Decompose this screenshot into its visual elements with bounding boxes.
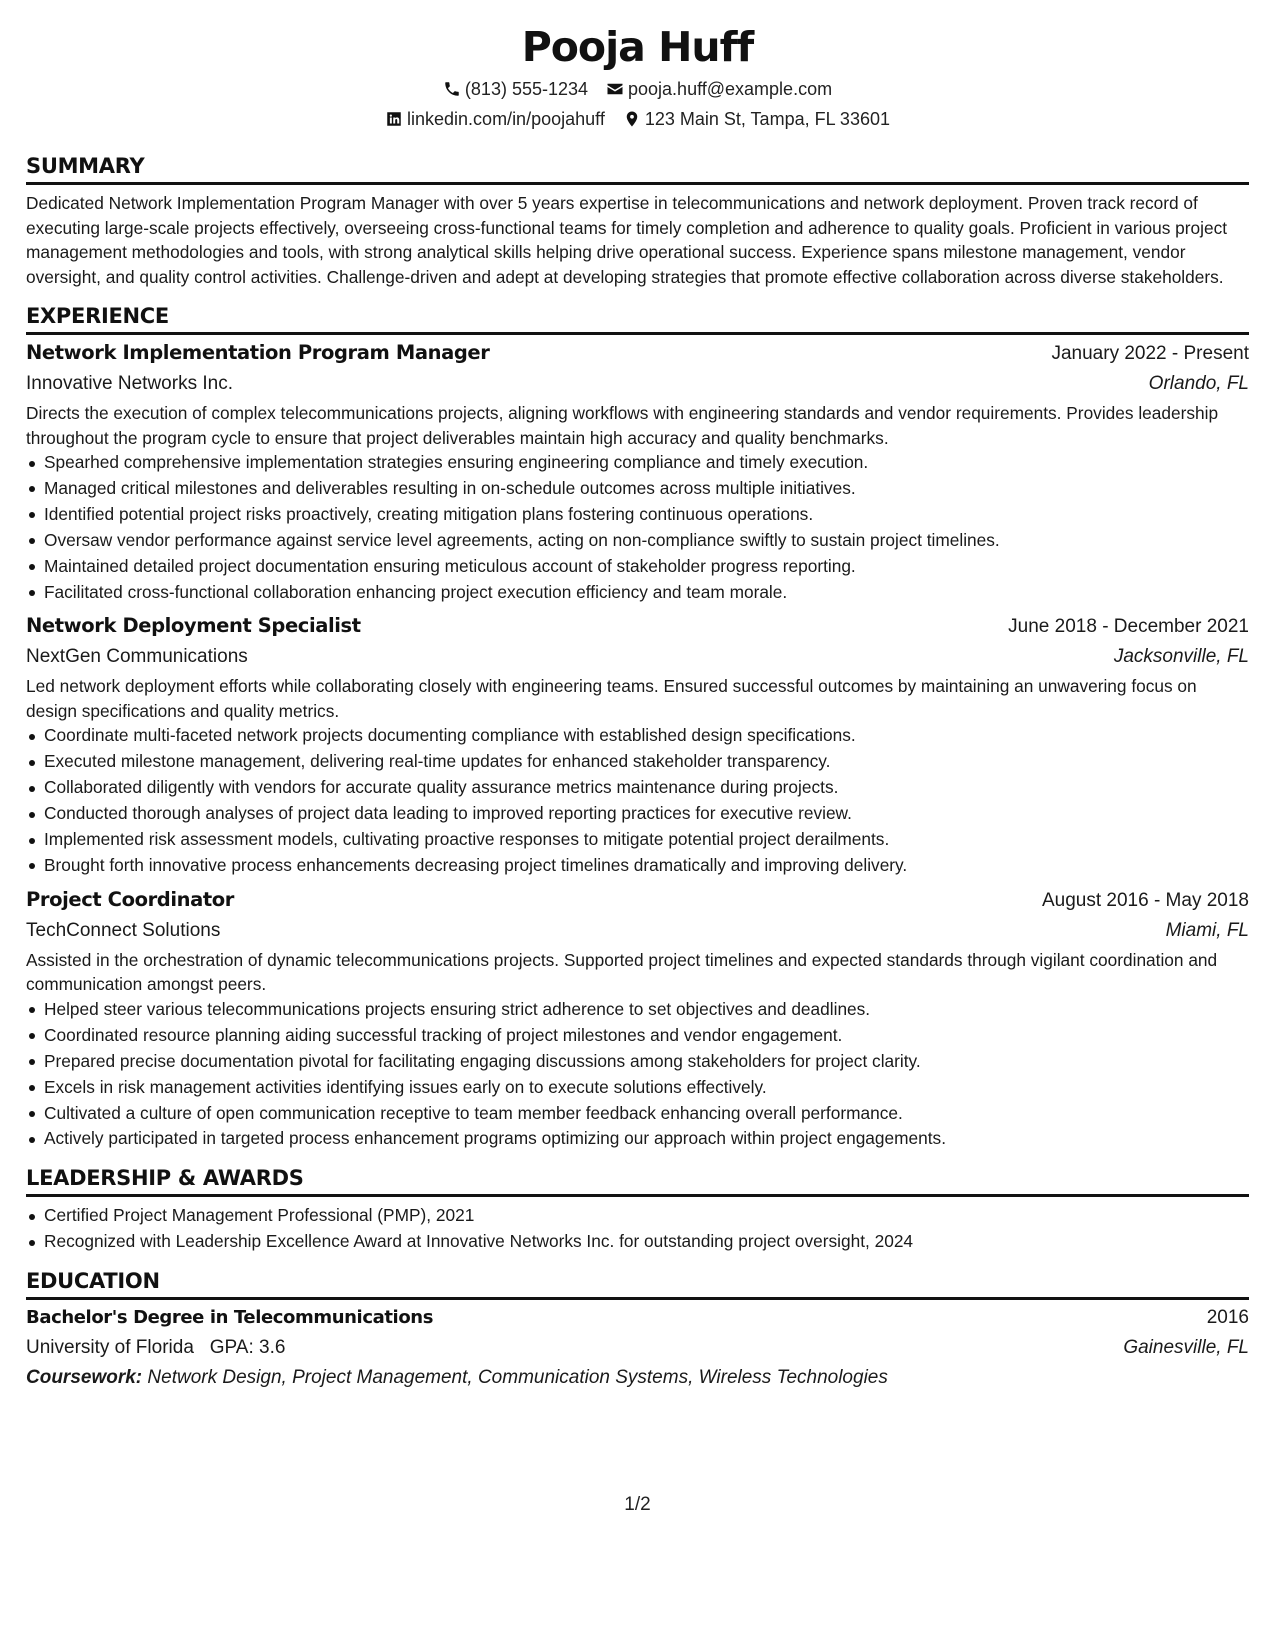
school-info xyxy=(26,1333,285,1363)
summary-text: Dedicated Network Implementation Program Manager with over 5 years expertise in telecommunications and network deployment. Proven track record of executing large-scale projects effectively, overseeing cross-functional teams for timely completion and adherence to quality goals. Proficient in various project management methodologies and tools, with strong analytical skills helping drive operational success. Experience spans milestone management, vendor oversight, and quality control activities. Challenge-driven and adept at developing strategies that promote effective collaboration across diverse stakeholders. xyxy=(26,193,1228,287)
job-dates: August 2016 - May 2018 xyxy=(1041,889,1249,911)
list-item: Certified Project Management Professional (PMP), 2021 xyxy=(44,1203,1249,1229)
graduation-year: 2016 xyxy=(1206,1307,1249,1329)
list-item: Maintained detailed project documentation ensuring meticulous account of stakeholder progress reporting. xyxy=(44,554,1249,580)
gpa: GPA: 3.6 xyxy=(209,1337,286,1359)
leadership-section xyxy=(26,1165,1249,1255)
job-location: Miami, FL xyxy=(1165,919,1249,941)
job-title: Project Coordinator xyxy=(26,887,235,911)
job-bullets xyxy=(26,997,1249,1152)
job-header xyxy=(26,885,1249,916)
list-item: Recognized with Leadership Excellence Award at Innovative Networks Inc. for outstanding project oversight, 2024 xyxy=(44,1229,1249,1255)
job-title: Network Deployment Specialist xyxy=(26,614,361,638)
summary-heading: SUMMARY xyxy=(26,153,1249,185)
school-location: Gainesville, FL xyxy=(1123,1337,1249,1359)
education-section xyxy=(26,1268,1249,1393)
job-bullets xyxy=(26,450,1249,605)
list-item: Managed critical milestones and deliverables resulting in on-schedule outcomes across multiple initiatives. xyxy=(44,476,1249,502)
phone-text: (813) 555-1234 xyxy=(464,79,589,99)
job-description: Assisted in the orchestration of dynamic telecommunications projects. Supported project timelines and expected standards through vigilant coordination and communication amongst peers. xyxy=(26,949,1218,995)
contact-email[interactable] xyxy=(606,78,832,100)
list-item: Coordinate multi-faceted network projects documenting compliance with established design specifications. xyxy=(44,723,1249,749)
contact-address xyxy=(623,108,890,130)
contact-row-2 xyxy=(26,108,1249,130)
contact-row-1 xyxy=(26,78,1249,100)
list-item: Identified potential project risks proactively, creating mitigation plans fostering continuous operations. xyxy=(44,502,1249,528)
school-name: University of Florida xyxy=(26,1337,194,1359)
experience-heading: EXPERIENCE xyxy=(26,303,1249,335)
awards-list xyxy=(26,1203,1249,1255)
job-location: Jacksonville, FL xyxy=(1113,646,1249,668)
job-bullets xyxy=(26,723,1249,878)
envelope-icon xyxy=(606,80,624,98)
contact-linkedin[interactable] xyxy=(385,108,605,130)
list-item: Excels in risk management activities identifying issues early on to execute solutions effectively. xyxy=(44,1075,1249,1101)
list-item: Conducted thorough analyses of project data leading to improved reporting practices for executive review. xyxy=(44,801,1249,827)
email-text: pooja.huff@example.com xyxy=(628,79,833,99)
page-number: 1/2 xyxy=(624,1494,651,1515)
job-company: NextGen Communications xyxy=(26,646,248,668)
coursework-list: Network Design, Project Management, Communication Systems, Wireless Technologies xyxy=(147,1367,888,1389)
job-company: Innovative Networks Inc. xyxy=(26,373,233,394)
list-item: Cultivated a culture of open communication receptive to team member feedback enhancing overall performance. xyxy=(44,1101,1249,1127)
job-subheader xyxy=(26,916,1249,946)
job-header xyxy=(26,338,1249,369)
job-location: Orlando, FL xyxy=(1148,373,1249,394)
degree-title: Bachelor's Degree in Telecommunications xyxy=(26,1307,434,1329)
list-item: Actively participated in targeted process enhancement programs optimizing our approach within project engagements. xyxy=(44,1126,1249,1152)
job-title: Network Implementation Program Manager xyxy=(26,341,490,364)
address-text: 123 Main St, Tampa, FL 33601 xyxy=(644,109,890,129)
list-item: Prepared precise documentation pivotal for facilitating engaging discussions among stakeholders for project clarity. xyxy=(44,1049,1249,1075)
job-entry xyxy=(26,338,1249,605)
job-entry xyxy=(26,611,1249,878)
job-entry xyxy=(26,885,1249,1152)
summary-section xyxy=(26,153,1249,289)
list-item: Coordinated resource planning aiding successful tracking of project milestones and vendor engagement. xyxy=(44,1023,1249,1049)
candidate-name: Pooja Huff xyxy=(521,23,754,71)
coursework-label: Coursework: xyxy=(26,1367,143,1389)
experience-section xyxy=(26,303,1249,1152)
job-dates: June 2018 - December 2021 xyxy=(1008,616,1249,638)
resume-page xyxy=(26,22,1249,1393)
job-subheader xyxy=(26,642,1249,672)
job-description: Directs the execution of complex telecommunications projects, aligning workflows with engineering standards and vendor requirements. Provides leadership throughout the program cycle to ensure that project deliverables maintain high accuracy and quality benchmarks. xyxy=(26,403,1219,448)
education-header xyxy=(26,1303,1249,1333)
job-company: TechConnect Solutions xyxy=(26,919,221,941)
linkedin-icon xyxy=(385,110,403,128)
job-description: Led network deployment efforts while collaborating closely with engineering teams. Ensured successful outcomes by maintaining an unwavering focus on design specifications and quality metrics. xyxy=(26,676,1197,721)
list-item: Helped steer various telecommunications projects ensuring strict adherence to set objectives and deadlines. xyxy=(44,997,1249,1023)
job-dates: January 2022 - Present xyxy=(1051,343,1249,364)
job-header xyxy=(26,611,1249,642)
list-item: Executed milestone management, delivering real-time updates for enhanced stakeholder transparency. xyxy=(44,749,1249,775)
contact-phone[interactable] xyxy=(443,78,588,100)
job-subheader xyxy=(26,369,1249,399)
leadership-heading: LEADERSHIP & AWARDS xyxy=(26,1165,1249,1197)
list-item: Brought forth innovative process enhancements decreasing project timelines dramatically and improving delivery. xyxy=(44,853,1249,879)
list-item: Implemented risk assessment models, cultivating proactive responses to mitigate potential project derailments. xyxy=(44,827,1249,853)
map-pin-icon xyxy=(623,110,641,128)
list-item: Spearhed comprehensive implementation strategies ensuring engineering compliance and timely execution. xyxy=(44,450,1249,476)
list-item: Collaborated diligently with vendors for accurate quality assurance metrics maintenance during projects. xyxy=(44,775,1249,801)
coursework xyxy=(26,1363,1249,1393)
list-item: Oversaw vendor performance against service level agreements, acting on non-compliance swiftly to sustain project timelines. xyxy=(44,528,1249,554)
linkedin-text: linkedin.com/in/poojahuff xyxy=(407,109,605,129)
list-item: Facilitated cross-functional collaboration enhancing project execution efficiency and team morale. xyxy=(44,580,1249,606)
phone-icon xyxy=(443,80,461,98)
education-subheader xyxy=(26,1333,1249,1363)
education-heading: EDUCATION xyxy=(26,1268,1249,1300)
